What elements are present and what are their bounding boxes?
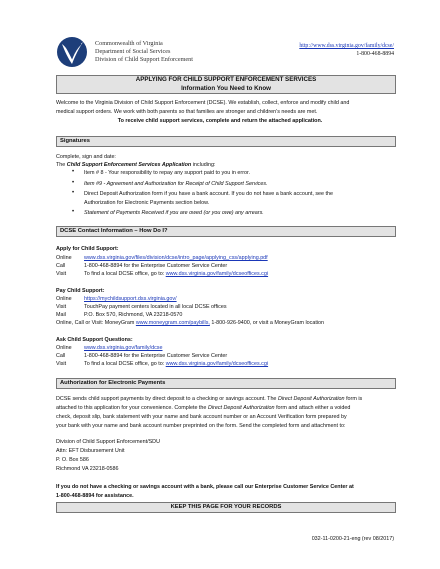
- org-line-3: Division of Child Support Enforcement: [95, 56, 193, 63]
- pay-moneygram-row: [56, 320, 324, 328]
- p2-b: Direct Deposit Authorization: [207, 405, 275, 411]
- apply-visit-link[interactable]: www.dss.virginia.gov/family/dcseoffices.cgi: [165, 271, 269, 277]
- title-box: [56, 75, 396, 94]
- application-label-including: including:: [192, 162, 216, 168]
- p2-a: attached to this application for your convenience. Complete the: [56, 405, 207, 411]
- intro-line-1: Welcome to the Virginia Division of Child Support Enforcement (DCSE). We establish, collect, enforce and modify child and: [56, 100, 350, 106]
- contact-section-bar: [56, 226, 396, 237]
- pay-visit-label: Visit: [56, 304, 67, 310]
- list-item: Item # 8 - Your responsibility to repay any support paid to you in error.: [84, 170, 251, 176]
- list-item: Direct Deposit Authorization form if you have a bank account. If you do not have a bank account, see the: [84, 191, 334, 197]
- apply-visit-text: To find a local DCSE office, go to:: [84, 271, 165, 277]
- apply-visit-row: [84, 271, 268, 279]
- list-item: Statement of Payments Received if you are owed (or you owe) any arrears.: [84, 210, 264, 216]
- ask-visit-link[interactable]: www.dss.virginia.gov/family/dcseoffices.cgi: [165, 361, 269, 367]
- application-label-the: The: [56, 162, 66, 168]
- electronic-heading: Authorization for Electronic Payments: [60, 380, 166, 386]
- apply-call-text: 1-800-468-8894 for the Enterprise Customer Service Center: [84, 263, 228, 269]
- apply-call-label: Call: [56, 263, 66, 269]
- ask-visit-text: To find a local DCSE office, go to:: [84, 361, 165, 367]
- header-phone: 1-800-468-8894: [356, 51, 394, 57]
- electronic-p-line-4: your bank with your name and bank account number preprinted on the form. Send the completed form and attachment to:: [56, 423, 346, 429]
- no-bank-notice-2: 1-800-468-8894 for assistance.: [56, 493, 134, 499]
- ask-call-text: 1-800-468-8894 for the Enterprise Customer Service Center: [84, 353, 228, 359]
- complete-sign-text: Complete, sign and date:: [56, 154, 116, 160]
- contact-heading: DCSE Contact Information – How Do I?: [60, 228, 168, 234]
- address-line-1: Division of Child Support Enforcement/SDU: [56, 439, 160, 445]
- pay-mail-text: P.O. Box 570, Richmond, VA 23218-0570: [84, 312, 183, 318]
- intro-line-2: medical support orders. We work with both parents so that families are stronger and children’s needs are met.: [56, 109, 318, 115]
- apply-online-link[interactable]: www.dss.virginia.gov/files/division/dcse/intro_page/applying_css/applying.pdf: [84, 255, 268, 261]
- address-line-2: Attn: EFT Disbursement Unit: [56, 448, 125, 454]
- application-name: Child Support Enforcement Services Application: [66, 162, 192, 168]
- apply-title: Apply for Child Support:: [56, 246, 119, 252]
- org-name-block: [95, 40, 193, 64]
- title-line-2: Information You Need to Know: [181, 84, 271, 92]
- bullet-2: •: [72, 180, 75, 186]
- p1-a: DCSE sends child support payments by direct deposit to a checking or savings account. The: [56, 396, 277, 402]
- ask-visit-label: Visit: [56, 361, 67, 367]
- keep-records-text: KEEP THIS PAGE FOR YOUR RECORDS: [170, 504, 282, 510]
- signatures-heading: Signatures: [60, 138, 90, 144]
- ask-title: Ask Child Support Questions:: [56, 337, 133, 343]
- apply-online-label: Online: [56, 255, 72, 261]
- bullet-4: •: [72, 209, 75, 215]
- moneygram-link[interactable]: www.moneygram.com/paybills,: [135, 320, 210, 326]
- no-bank-notice-1: If you do not have a checking or savings account with a bank, please call our Enterprise Customer Service Center at: [56, 484, 354, 490]
- form-number: 032-11-0200-21-eng (rev 08/2017): [311, 536, 394, 542]
- moneygram-pre: Online, Call or Visit: MoneyGram: [56, 320, 135, 326]
- bullet-1: •: [72, 169, 75, 175]
- header-url[interactable]: http://www.dss.virginia.gov/family/dcse/: [299, 43, 394, 49]
- pay-visit-text: TouchPay payment centers located in all local DCSE offices: [84, 304, 227, 310]
- org-line-1: Commonwealth of Virginia: [95, 40, 163, 47]
- intro-line-3: To receive child support services, complete and return the attached application.: [117, 118, 323, 124]
- electronic-p-line-2: [56, 405, 350, 413]
- list-item: Authorization for Electronic Payments section below.: [84, 200, 210, 206]
- ask-online-label: Online: [56, 345, 72, 351]
- signatures-section-bar: [56, 136, 396, 147]
- address-line-3: P. O. Box 586: [56, 457, 89, 463]
- list-item: Item #9 - Agreement and Authorization for Receipt of Child Support Services.: [84, 181, 268, 187]
- apply-visit-label: Visit: [56, 271, 67, 277]
- pay-online-label: Online: [56, 296, 72, 302]
- keep-records-bar: [56, 502, 396, 513]
- org-line-2: Department of Social Services: [95, 48, 171, 55]
- ask-online-link[interactable]: www.dss.virginia.gov/family/dcse: [84, 345, 163, 351]
- address-line-4: Richmond VA 23218-0586: [56, 466, 119, 472]
- p1-c: form is: [346, 396, 363, 402]
- pay-title: Pay Child Support:: [56, 288, 105, 294]
- ask-visit-row: [84, 361, 268, 369]
- moneygram-post: 1-800-926-9400, or visit a MoneyGram location: [211, 320, 325, 326]
- pay-mail-label: Mail: [56, 312, 66, 318]
- electronic-section-bar: [56, 378, 396, 389]
- bullet-3: •: [72, 190, 75, 196]
- electronic-p-line-3: check, deposit slip, bank statement with your name and bank account number or an Account Verification form prepared by: [56, 414, 347, 420]
- p2-c: form and attach either a voided: [276, 405, 351, 411]
- ask-call-label: Call: [56, 353, 66, 359]
- application-label: [56, 162, 215, 170]
- pay-online-link[interactable]: https://mychildsupport.dss.virginia.gov/: [84, 296, 177, 302]
- electronic-p-line-1: [56, 396, 362, 404]
- title-line-1: APPLYING FOR CHILD SUPPORT ENFORCEMENT SERVICES: [135, 76, 317, 83]
- p1-b: Direct Deposit Authorization: [277, 396, 345, 402]
- dss-logo: [56, 36, 88, 68]
